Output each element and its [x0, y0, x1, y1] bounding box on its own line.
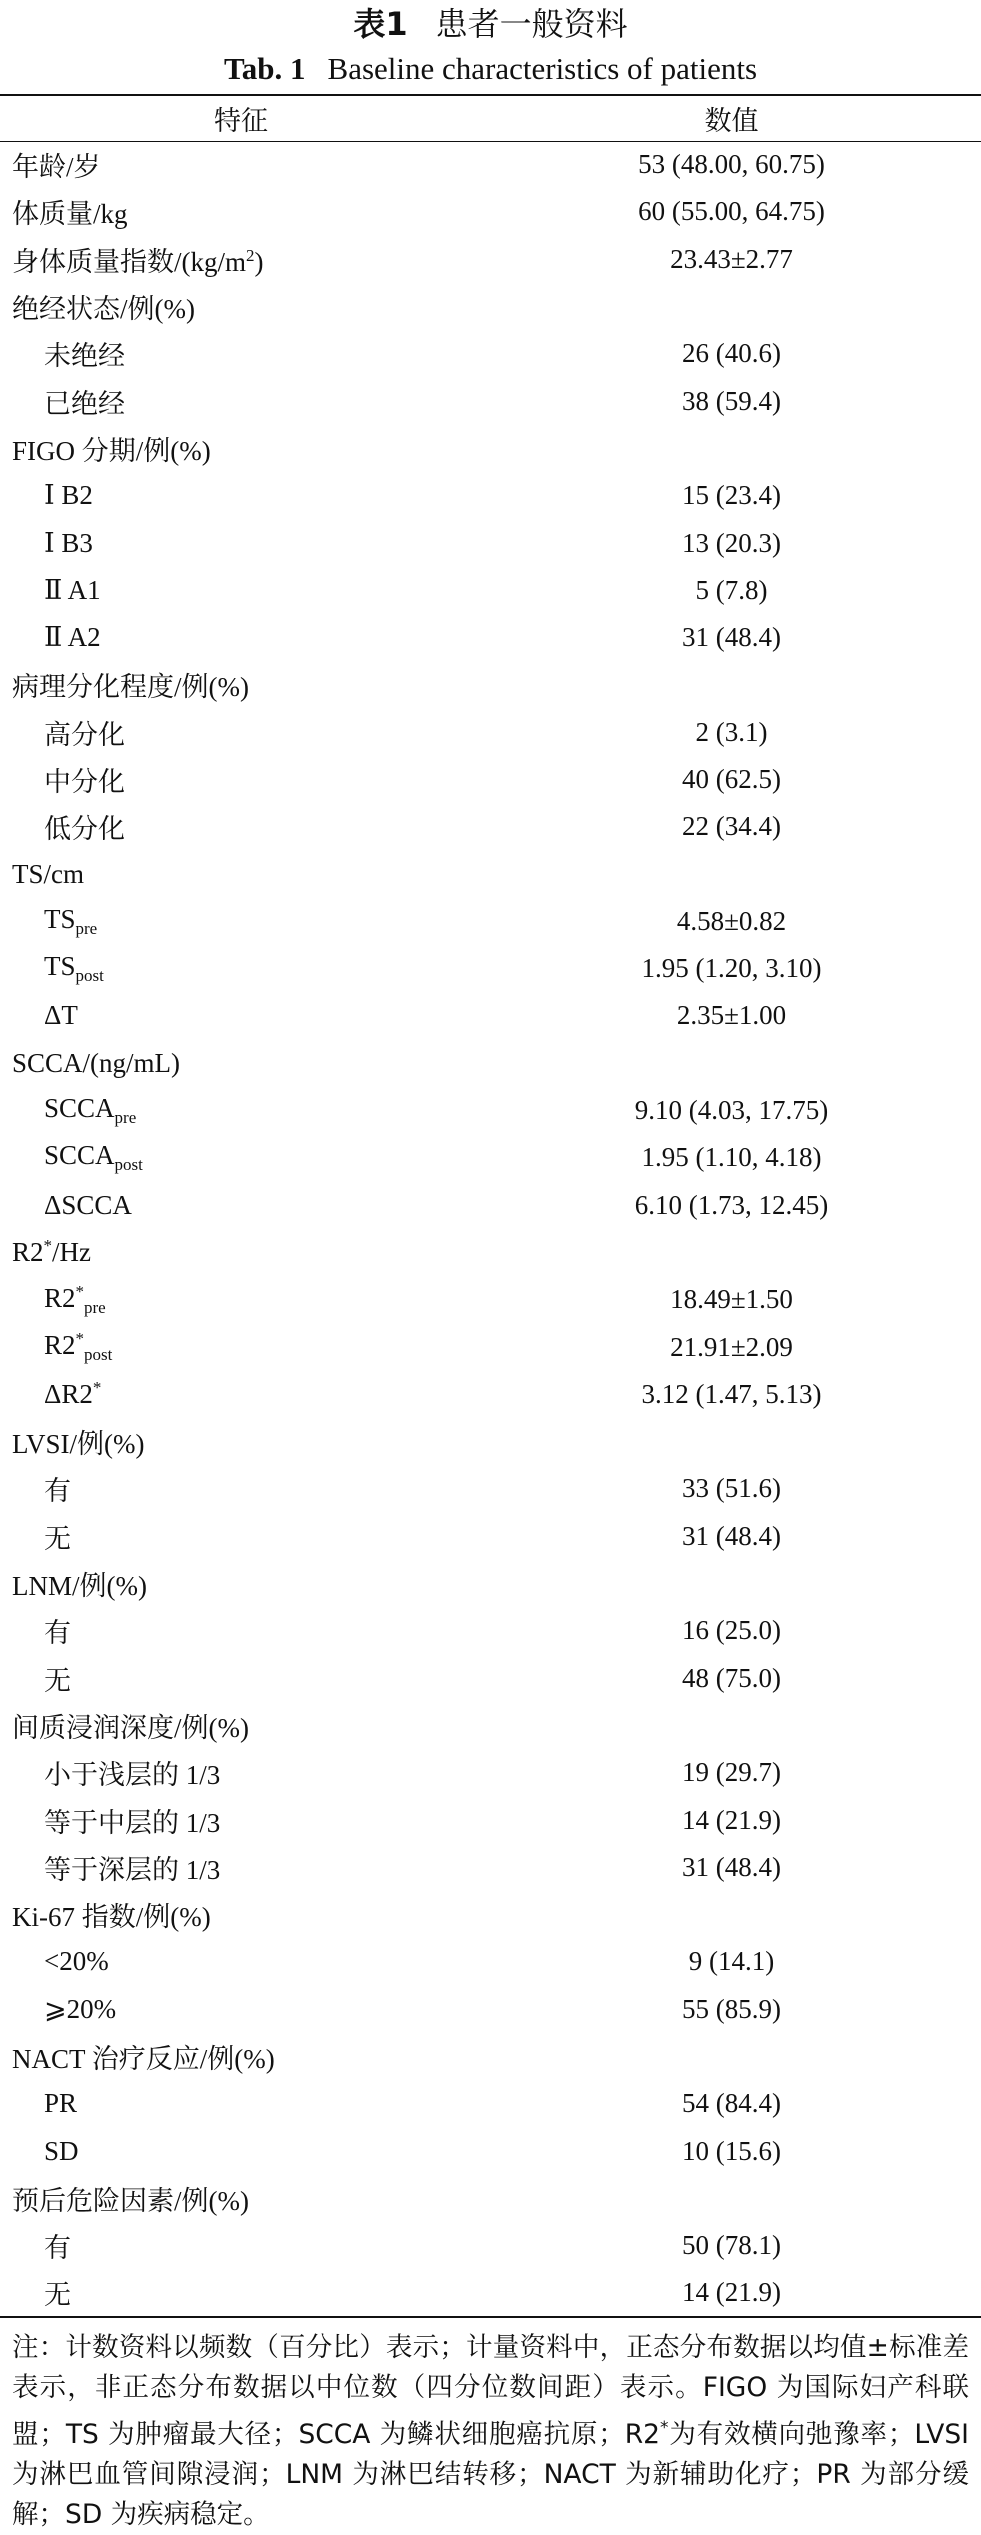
- table-row: [0, 425, 981, 472]
- table-body: [0, 141, 981, 2317]
- row-value: 31 (48.4): [682, 1851, 781, 1882]
- row-label-text: 绝经状态/例(%): [12, 294, 195, 325]
- table-number-en: Tab. 1: [223, 51, 306, 86]
- table-row: [0, 330, 981, 377]
- row-label-text: 有: [44, 1476, 71, 1507]
- row-sub-label: [0, 1371, 482, 1418]
- table-row: [0, 1655, 981, 1702]
- row-label-superscript: *: [92, 1378, 102, 1398]
- row-value: 21.91±2.09: [670, 1331, 793, 1362]
- row-category-label: [0, 1418, 482, 1465]
- table-row: [0, 1087, 981, 1134]
- row-value: 16 (25.0): [682, 1615, 781, 1646]
- row-value: 15 (23.4): [682, 480, 781, 511]
- row-label-text: SCCA: [44, 1140, 115, 1171]
- row-value: [482, 425, 981, 472]
- row-value: 23.43±2.77: [670, 243, 793, 274]
- table-row: [0, 1986, 981, 2033]
- row-sub-label: [0, 330, 482, 377]
- row-category-label: [0, 850, 482, 897]
- table-row: [0, 1891, 981, 1938]
- row-label-text: Ⅰ B3: [44, 527, 93, 558]
- row-label-text: ⩾20%: [44, 1993, 117, 2024]
- table-row: [0, 1418, 981, 1465]
- table-row: [0, 377, 981, 424]
- row-value: 60 (55.00, 64.75): [638, 196, 825, 227]
- table-row: [0, 1513, 981, 1560]
- row-value: 10 (15.6): [682, 2135, 781, 2166]
- row-sub-label: [0, 1513, 482, 1560]
- row-label-text: R2: [44, 1330, 76, 1361]
- table-caption-chinese: [0, 0, 981, 46]
- table-row: [0, 992, 981, 1039]
- row-category-label: [0, 1229, 482, 1276]
- row-label-subscript: post: [84, 1345, 113, 1365]
- table-footnote: [0, 2318, 981, 2535]
- table-row: [0, 945, 981, 992]
- row-value: 22 (34.4): [682, 811, 781, 842]
- row-label-text: 身体质量指数/(kg/m: [12, 246, 246, 277]
- row-sub-label: [0, 1607, 482, 1654]
- table-row: [0, 2175, 981, 2222]
- row-value: 50 (78.1): [682, 2230, 781, 2261]
- row-value: [482, 283, 981, 330]
- row-value: 54 (84.4): [682, 2088, 781, 2119]
- table-row: [0, 1796, 981, 1843]
- table-row: [0, 850, 981, 897]
- row-label-text: FIGO 分期/例(%): [12, 435, 211, 466]
- header-value: 数值: [482, 95, 981, 141]
- row-label-text: ΔR2: [44, 1379, 93, 1410]
- row-value: 53 (48.00, 60.75): [638, 149, 825, 180]
- baseline-characteristics-table: [0, 94, 981, 2318]
- row-label-text: LVSI/例(%): [12, 1429, 145, 1460]
- row-sub-label: [0, 1182, 482, 1229]
- table-row: [0, 898, 981, 945]
- table-row: [0, 1607, 981, 1654]
- table-number-cn: 表1: [353, 5, 408, 43]
- row-value: 1.95 (1.20, 3.10): [641, 953, 822, 984]
- row-sub-label: [0, 1323, 482, 1370]
- row-label-text: LNM/例(%): [12, 1571, 147, 1602]
- row-value: 14 (21.9): [482, 2269, 981, 2316]
- row-label-text: SCCA/(ng/mL): [12, 1047, 181, 1078]
- row-value: 55 (85.9): [682, 1993, 781, 2024]
- table-row: [0, 519, 981, 566]
- row-sub-label: [0, 2222, 482, 2269]
- row-label-text: 预后危险因素/例(%): [12, 2185, 249, 2216]
- row-label-subscript: post: [114, 1155, 143, 1175]
- row-value: 9 (14.1): [688, 1946, 775, 1977]
- row-value: [482, 1418, 981, 1465]
- row-sub-label: [0, 519, 482, 566]
- row-label-text: SD: [44, 2135, 79, 2166]
- row-category-label: [0, 661, 482, 708]
- row-value: [482, 1560, 981, 1607]
- row-label-text: 高分化: [44, 719, 125, 750]
- row-value: 5 (7.8): [695, 574, 768, 605]
- table-row: [0, 1465, 981, 1512]
- table-row: [0, 1229, 981, 1276]
- row-value: 31 (48.4): [682, 622, 781, 653]
- table-row: [0, 1844, 981, 1891]
- row-label-subscript: post: [75, 966, 104, 986]
- row-value: [482, 1040, 981, 1087]
- table-row: [0, 1749, 981, 1796]
- row-value: 38 (59.4): [682, 385, 781, 416]
- row-category-label: [0, 2175, 482, 2222]
- row-value: 14 (21.9): [682, 1804, 781, 1835]
- row-category-label: [0, 283, 482, 330]
- table-row: [0, 236, 981, 283]
- row-sub-label: [0, 709, 482, 756]
- row-label-text: ΔT: [44, 1000, 78, 1031]
- row-sub-label: [0, 1655, 482, 1702]
- row-value: [482, 2175, 981, 2222]
- row-value: [482, 1891, 981, 1938]
- row-label-text: PR: [44, 2088, 78, 2119]
- table-row: [0, 803, 981, 850]
- table-row: [0, 567, 981, 614]
- table-header-row: [0, 95, 981, 141]
- table-row: [0, 1702, 981, 1749]
- table-row: [0, 2269, 981, 2316]
- row-label-text: 有: [44, 1618, 71, 1649]
- row-label-text: <20%: [44, 1946, 109, 1977]
- row-label-text: Ⅱ A2: [44, 622, 101, 653]
- row-value: 40 (62.5): [682, 764, 781, 794]
- table-row: [0, 1371, 981, 1418]
- row-value: [482, 850, 981, 897]
- row-sub-label: [0, 1938, 482, 1985]
- table-title-en: Baseline characteristics of patients: [327, 51, 758, 86]
- row-label-subscript: pre: [114, 1108, 137, 1128]
- row-label-text: Ⅱ A1: [44, 574, 101, 605]
- row-label-text: R2: [12, 1237, 44, 1268]
- row-category-label: [0, 1891, 482, 1938]
- table-row: [0, 1182, 981, 1229]
- table-row: [0, 1276, 981, 1323]
- table-row: [0, 756, 981, 803]
- row-label-text: NACT 治疗反应/例(%): [12, 2044, 275, 2075]
- row-value: 2.35±1.00: [676, 1000, 787, 1031]
- table-row: [0, 2222, 981, 2269]
- row-label-superscript: 2: [246, 245, 255, 265]
- row-category-label: [0, 2033, 482, 2080]
- row-label-text: 中分化: [44, 767, 125, 797]
- footnote-superscript: *: [660, 2417, 669, 2438]
- row-sub-label: [0, 1986, 482, 2033]
- row-sub-label: [0, 898, 482, 945]
- row-value: 1.95 (1.10, 4.18): [641, 1142, 822, 1173]
- table-row: [0, 614, 981, 661]
- row-category-label: [0, 188, 482, 235]
- row-label-text: ΔSCCA: [44, 1189, 132, 1220]
- row-sub-label: [0, 803, 482, 850]
- row-label-text: 等于中层的 1/3: [44, 1807, 221, 1838]
- row-sub-label: [0, 2127, 482, 2174]
- table-row: [0, 1560, 981, 1607]
- table-row: [0, 472, 981, 519]
- row-label-text: 病理分化程度/例(%): [12, 672, 249, 703]
- row-label-text: 无: [44, 1665, 71, 1696]
- row-label-text: 无: [44, 2280, 71, 2310]
- row-label-text: 间质浸润深度/例(%): [12, 1712, 249, 1743]
- row-value: 6.10 (1.73, 12.45): [634, 1189, 829, 1220]
- footnote-text-1: 注：计数资料以频数（百分比）表示；计量资料中，正态分布数据以均值±标准差表示，非正态分布数据以中位数（四分位数间距）表示。FIGO 为国际妇产科联盟；TS 为肿瘤最大径；SCCA 为鳞状细胞癌抗原；R2: [12, 2331, 969, 2450]
- row-value: [482, 1702, 981, 1749]
- row-sub-label: [0, 992, 482, 1039]
- row-value: 31 (48.4): [682, 1520, 781, 1551]
- row-value: [482, 1229, 981, 1276]
- row-sub-label: [0, 567, 482, 614]
- row-label-text: 等于深层的 1/3: [44, 1854, 221, 1885]
- row-sub-label: [0, 756, 482, 803]
- row-label-text: 低分化: [44, 814, 125, 845]
- row-category-label: [0, 1702, 482, 1749]
- row-label-text: TS: [44, 951, 76, 982]
- row-label-text: 年龄/岁: [12, 152, 101, 183]
- row-label-subscript: pre: [75, 918, 98, 938]
- row-value: 13 (20.3): [682, 527, 781, 558]
- row-label-text: 已绝经: [44, 388, 125, 419]
- row-label-superscript: *: [43, 1236, 53, 1256]
- row-sub-label: [0, 1134, 482, 1181]
- footnote-text-2: 为有效横向弛豫率；LVSI 为淋巴血管间隙浸润；LNM 为淋巴结转移；NACT 为新辅助化疗；PR 为部分缓解；SD 为疾病稳定。: [12, 2418, 969, 2530]
- row-value: 48 (75.0): [682, 1662, 781, 1693]
- row-label-text: Ⅰ B2: [44, 480, 93, 511]
- row-value: 4.58±0.82: [676, 905, 787, 936]
- row-category-label: [0, 1040, 482, 1087]
- table-row: [0, 188, 981, 235]
- row-label-text: 未绝经: [44, 341, 125, 372]
- table-row: [0, 709, 981, 756]
- row-label-text: Ki-67 指数/例(%): [12, 1902, 211, 1933]
- row-label-suffix: ): [254, 246, 264, 277]
- header-feature: 特征: [0, 95, 482, 141]
- row-label-superscript: *: [75, 1281, 85, 1301]
- row-value: 18.49±1.50: [670, 1284, 793, 1315]
- table-title-cn: 患者一般资料: [435, 5, 628, 43]
- row-label-suffix: /Hz: [52, 1237, 91, 1268]
- row-sub-label: [0, 472, 482, 519]
- row-sub-label: [0, 1844, 482, 1891]
- table-row: [0, 1134, 981, 1181]
- row-sub-label: [0, 1465, 482, 1512]
- table-row: [0, 2080, 981, 2127]
- row-sub-label: [0, 945, 482, 992]
- row-value: 9.10 (4.03, 17.75): [634, 1095, 829, 1126]
- row-value: 26 (40.6): [682, 338, 781, 369]
- row-label-text: TS/cm: [12, 858, 84, 889]
- row-value: 2 (3.1): [695, 716, 768, 747]
- row-sub-label: [0, 1276, 482, 1323]
- row-sub-label: [0, 1796, 482, 1843]
- row-category-label: [0, 141, 482, 188]
- table-row: [0, 1938, 981, 1985]
- table-row: [0, 283, 981, 330]
- row-label-superscript: *: [75, 1329, 85, 1349]
- table-row: [0, 2033, 981, 2080]
- table-row: [0, 141, 981, 188]
- row-value: [482, 2033, 981, 2080]
- row-label-text: 小于浅层的 1/3: [44, 1760, 221, 1791]
- row-label-text: R2: [44, 1282, 76, 1313]
- row-label-text: 体质量/kg: [12, 199, 128, 230]
- row-value: 19 (29.7): [682, 1757, 781, 1788]
- row-value: [482, 661, 981, 708]
- row-sub-label: [0, 2269, 482, 2316]
- row-label-text: SCCA: [44, 1093, 115, 1124]
- row-category-label: [0, 425, 482, 472]
- row-sub-label: [0, 1087, 482, 1134]
- row-category-label: [0, 1560, 482, 1607]
- row-sub-label: [0, 377, 482, 424]
- table-caption-english: [0, 46, 981, 94]
- row-value: 33 (51.6): [682, 1473, 781, 1504]
- row-category-label: [0, 236, 482, 283]
- row-sub-label: [0, 2080, 482, 2127]
- row-sub-label: [0, 614, 482, 661]
- row-label-text: TS: [44, 903, 76, 934]
- table-row: [0, 661, 981, 708]
- row-label-subscript: pre: [84, 1297, 106, 1317]
- row-value: 3.12 (1.47, 5.13): [641, 1378, 822, 1409]
- row-label-text: 无: [44, 1523, 71, 1554]
- table-row: [0, 1323, 981, 1370]
- table-row: [0, 2127, 981, 2174]
- table-row: [0, 1040, 981, 1087]
- row-sub-label: [0, 1749, 482, 1796]
- row-label-text: 有: [44, 2233, 71, 2264]
